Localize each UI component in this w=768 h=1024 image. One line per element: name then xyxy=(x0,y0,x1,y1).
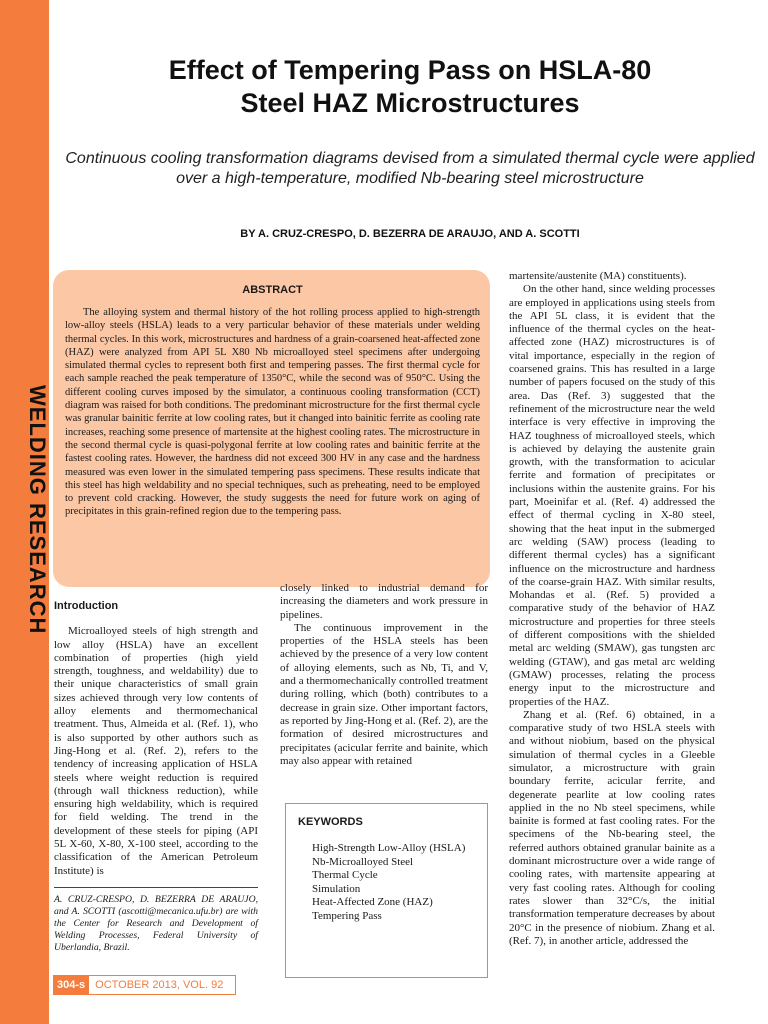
keywords-list xyxy=(298,842,477,923)
introduction-heading: Introduction xyxy=(54,600,119,612)
keywords-heading: KEYWORDS xyxy=(298,816,363,828)
column-2 xyxy=(280,582,488,768)
keyword-item: Thermal Cycle xyxy=(312,869,378,881)
article-subtitle: Continuous cooling transformation diagrams devised from a simulated thermal cycle were applied over a high-temperature, modified Nb-bearing steel microstructure xyxy=(65,150,755,187)
article-title xyxy=(60,54,760,120)
abstract-box xyxy=(53,270,490,587)
intro-paragraph-continued-2: martensite/austenite (MA) constituents). xyxy=(509,270,687,282)
footnote-divider xyxy=(54,887,258,888)
title-line-1: Effect of Tempering Pass on HSLA-80 xyxy=(168,55,652,85)
column-3 xyxy=(509,270,715,948)
author-affiliation-note xyxy=(54,881,258,954)
issue-info: OCTOBER 2013, VOL. 92 xyxy=(89,975,236,995)
section-label: WELDING RESEARCH xyxy=(25,385,50,635)
keyword-item: Simulation xyxy=(312,882,361,895)
keyword-item: Nb-Microalloyed Steel xyxy=(312,855,414,868)
column-1 xyxy=(54,600,258,878)
keyword-item: Tempering Pass xyxy=(312,909,382,922)
title-line-2: Steel HAZ Microstructures xyxy=(240,88,580,118)
abstract-heading: ABSTRACT xyxy=(242,284,303,296)
abstract-text: The alloying system and thermal history of the hot rolling process applied to high-strength low-alloy steels (HSLA) leads to a very particular behavior of these materials under welding thermal cycles. In this work, microstructures and hardness of a grain-coarsened heat-affected zone (HAZ) were analyzed from API 5L X80 Nb microalloyed steel specimens after undergoing simulated thermal cycles to represent both first and tempering passes. The first thermal cycle for each sample reached the peak temperature of 1350°C, while the second was of 950°C. Using the different cooling curves imposed by the simulator, a continuous cooling transformation (CCT) diagram was raised for both conditions. The predominant microstructure for the first thermal cycle was granular bainitic ferrite at low cooling rates, but it changed into bainitic ferrite as cooling rate increases, reaching some presence of martensite at the highest cooling rates. The microstructure in the second thermal cycle is quasi-polygonal ferrite at low cooling rates and bainitic ferrite at the fastest cooling rates. However, the hardness did not exceed 300 HV in any case and the hardness measured was even lower in the simulated tempering pass specimens. These results indicate that this steel has high weldability and no special techniques, such as preheating, need to be employed to prevent cold cracking. However, the study suggests the need for future work on aging of precipitates in this grain-refined region due to the tempering pass. xyxy=(65,307,480,518)
author-affiliation-text: A. CRUZ-CRESPO, D. BEZERRA DE ARAUJO, and A. SCOTTI (ascotti@mecanica.ufu.br) are with the Center for Research and Development of Welding Processes, Federal University of Uberlandia, Brazil. xyxy=(54,894,258,953)
intro-paragraph-continued: closely linked to industrial demand for increasing the diameters and work pressure in pipelines. xyxy=(280,582,488,621)
intro-paragraph-3: On the other hand, since welding processes are employed in applications using steels from the API 5L class, it is evident that the influence of the thermal cycles on the heat-affected zone (HAZ) microstructures is of vital importance, especially in the region of coarsened grains. This has resulted in a large number of papers focused on the study of this area. Das (Ref. 3) suggested that the refinement of the microstructure near the weld interface is very effective in improving the HAZ toughness of microalloyed steels, which is achieved by delaying the austenite grain growth, with the transformation to acicular ferrite and formation of precipitates or inclusions within the austenite grains. For his part, Moeinifar et al. (Ref. 4) addressed the effect of thermal cycling in X-80 steel, showing that the heat input in the submerged arc welding (SAW) process (leading to different thermal cycles) has a significant influence on the microstructure and hardness of the coarse-grain HAZ. With similar results, Mohandas et al. (Ref. 5) provided a comparative study of the behavior of HAZ microstructure and properties for three steels of different compositions with the shielded metal arc welding (SMAW), gas tungsten arc welding (GTAW), and gas metal arc welding (GMAW) processes, relating the process energy input to the microstructure and properties of the HAZ. xyxy=(509,283,715,708)
intro-paragraph-1: Microalloyed steels of high strength and low alloy (HSLA) have an excellent combination of properties (high yield strength, toughness, and weldability) due to their unique characteristics of small grain sizes achieved through very low contents of alloy elements and thermomechanical treatment. Thus, Almeida et al. (Ref. 1), who is also supported by other authors such as Jing-Hong et al. (Ref. 2), refers to the tendency of increasing application of HSLA steels where weight reduction is required (through wall thickness reduction), while ensuring high weldability, which is required for field welding. The trend in the development of these steels for piping (API 5L X-60, X-80, X-100 steel, according to the classification of the American Petroleum Institute) is xyxy=(54,625,258,877)
author-byline: BY A. CRUZ-CRESPO, D. BEZERRA DE ARAUJO, AND A. SCOTTI xyxy=(240,228,580,240)
keywords-box xyxy=(285,803,488,978)
keyword-item: Heat-Affected Zone (HAZ) xyxy=(312,896,433,908)
page-footer xyxy=(53,975,236,995)
intro-paragraph-2: The continuous improvement in the properties of the HSLA steels has been achieved by the presence of a very low content of alloying elements, such as Nb, Ti, and V, and a thermomechanically controlled treatment during rolling, which (both) contributes to a decrease in grain size. Other important factors, as reported by Jing-Hong et al. (Ref. 2), are the formation of desired microstructures and precipitates (acicular ferrite and bainite, which may also appear with retained xyxy=(280,621,488,767)
page-number: 304-s xyxy=(53,975,89,995)
keyword-item: High-Strength Low-Alloy (HSLA) xyxy=(312,842,466,854)
intro-paragraph-4: Zhang et al. (Ref. 6) obtained, in a comparative study of two HSLA steels with and without niobium, based on the physical simulation of thermal cycles in a Gleeble simulator, a microstructure with grain boundary ferrite, acicular ferrite, and degenerate pearlite at low cooling rates applied in the no Nb steel specimens, while bainite is formed at fast cooling rates. For the specimens of the Nb-bearing steel, the referred authors obtained granular bainite as a dominant microstructure over a wide range of cooling rates, with martensite appearing at very fast cooling rates. Although for cooling rates slower than 32°C/s, the initial transformation temperature decreases by about 20°C in the presence of niobium. Zhang et al. (Ref. 7), in another article, addressed the xyxy=(509,708,715,947)
